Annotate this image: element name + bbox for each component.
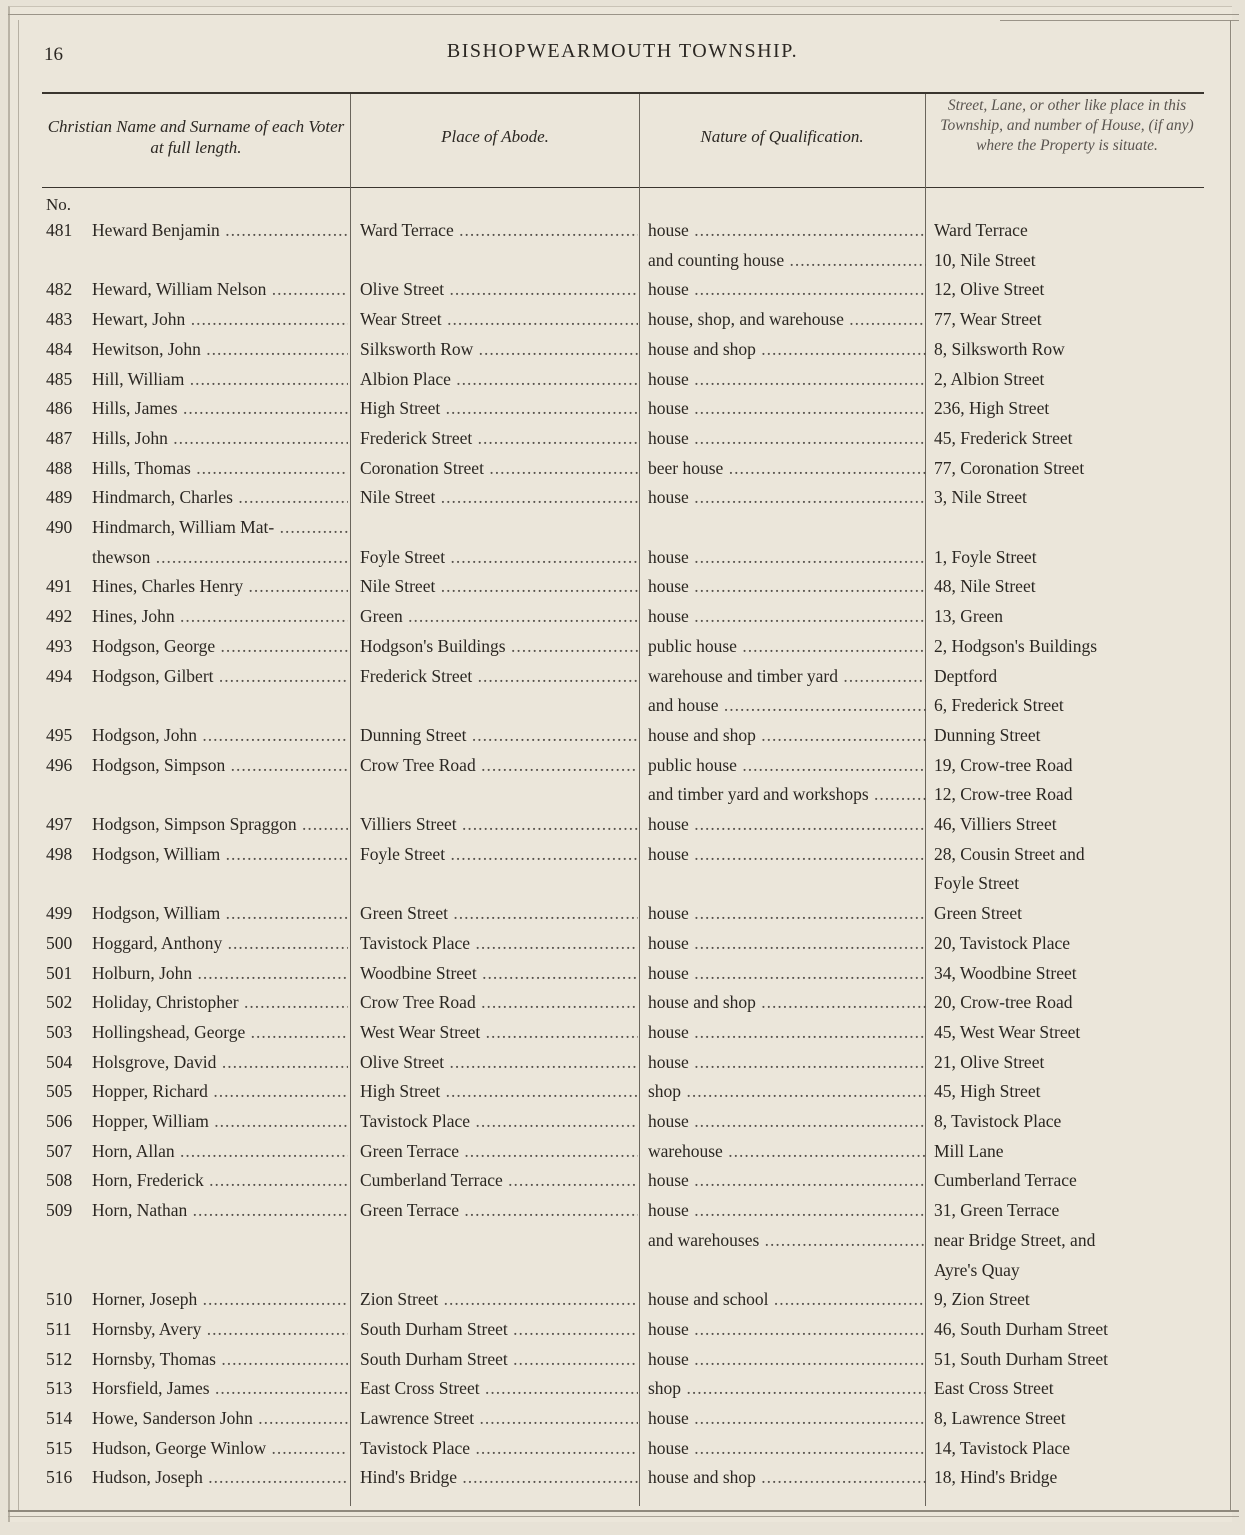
voter-name: Hodgson, William ..... xyxy=(92,903,348,924)
header-bottom-rule xyxy=(42,187,1204,188)
voter-number: 492 xyxy=(46,606,73,627)
voter-name: Horner, Joseph ..... xyxy=(92,1289,348,1310)
table-row xyxy=(0,1349,1245,1379)
voter-number: 498 xyxy=(46,843,73,864)
voter-number: 512 xyxy=(46,1348,73,1369)
voter-name: Hines, John ..... xyxy=(92,606,348,627)
voter-name: Horn, Nathan ..... xyxy=(92,1200,348,1221)
voter-name: Heward Benjamin ..... xyxy=(92,220,348,241)
place-of-abode: South Durham Street ..... xyxy=(360,1349,638,1370)
header-voter-name: Christian Name and Surname of each Voter at full length. xyxy=(47,117,345,157)
place-of-abode: Green Street ..... xyxy=(360,903,638,924)
place-of-abode: Nile Street ..... xyxy=(360,487,638,508)
nature-of-qualification: house and shop ..... xyxy=(648,1467,926,1488)
table-row xyxy=(0,458,1245,488)
voter-name: Hills, James ..... xyxy=(92,398,348,419)
nature-of-qualification: house ..... xyxy=(648,1170,926,1191)
property-location: 19, Crow-tree Road xyxy=(934,754,1073,775)
voter-number: 510 xyxy=(46,1289,73,1310)
voter-name: Holsgrove, David ..... xyxy=(92,1052,348,1073)
table-row xyxy=(0,309,1245,339)
property-location: Mill Lane xyxy=(934,1140,1004,1161)
nature-of-qualification: public house ..... xyxy=(648,636,926,657)
property-location: Foyle Street xyxy=(934,873,1020,894)
table-row xyxy=(0,1289,1245,1319)
place-of-abode: Tavistock Place ..... xyxy=(360,1438,638,1459)
voter-name: Hodgson, Simpson ..... xyxy=(92,755,348,776)
voter-number: 500 xyxy=(46,932,73,953)
table-row xyxy=(0,369,1245,399)
table-row xyxy=(0,873,1245,903)
nature-of-qualification: and house ..... xyxy=(648,695,926,716)
property-location: 18, Hind's Bridge xyxy=(934,1467,1058,1488)
place-of-abode: East Cross Street ..... xyxy=(360,1378,638,1399)
nature-of-qualification: and warehouses ..... xyxy=(648,1230,926,1251)
table-row xyxy=(0,220,1245,250)
place-of-abode: Albion Place ..... xyxy=(360,369,638,390)
voter-number: 514 xyxy=(46,1408,73,1428)
voter-name: Hudson, Joseph ..... xyxy=(92,1467,348,1488)
table-row xyxy=(0,725,1245,755)
nature-of-qualification: house and shop ..... xyxy=(648,992,926,1013)
voter-name: Hornsby, Avery ..... xyxy=(92,1319,348,1340)
table-row xyxy=(0,279,1245,309)
nature-of-qualification: house ..... xyxy=(648,1022,926,1043)
top-rule-secondary xyxy=(1000,20,1239,21)
nature-of-qualification: house ..... xyxy=(648,1349,926,1370)
voter-name: Hill, William ..... xyxy=(92,369,348,390)
property-location: 34, Woodbine Street xyxy=(934,962,1077,983)
property-location: 14, Tavistock Place xyxy=(934,1437,1070,1458)
voter-name: Heward, William Nelson ..... xyxy=(92,279,348,300)
property-location: 236, High Street xyxy=(934,398,1050,419)
voter-name: Hodgson, Simpson Spraggon ..... xyxy=(92,814,348,835)
table-row xyxy=(0,1260,1245,1290)
property-location: near Bridge Street, and xyxy=(934,1229,1096,1250)
voter-number: 496 xyxy=(46,754,73,775)
table-row xyxy=(0,1081,1245,1111)
table-row xyxy=(0,487,1245,517)
table-row xyxy=(0,428,1245,458)
place-of-abode: Tavistock Place ..... xyxy=(360,933,638,954)
nature-of-qualification: house ..... xyxy=(648,279,926,300)
table-row xyxy=(0,784,1245,814)
nature-of-qualification: shop ..... xyxy=(648,1378,926,1399)
property-location: 46, South Durham Street xyxy=(934,1318,1109,1339)
nature-of-qualification: house ..... xyxy=(648,933,926,954)
table-row xyxy=(0,1111,1245,1141)
property-location: 21, Olive Street xyxy=(934,1051,1045,1072)
place-of-abode: Crow Tree Road ..... xyxy=(360,755,638,776)
place-of-abode: High Street ..... xyxy=(360,1081,638,1102)
property-location: 3, Nile Street xyxy=(934,487,1027,508)
table-row xyxy=(0,1022,1245,1052)
voter-number: 487 xyxy=(46,427,73,448)
voter-number: 490 xyxy=(46,517,73,537)
nature-of-qualification: house ..... xyxy=(648,547,926,568)
property-location: 9, Zion Street xyxy=(934,1289,1030,1310)
table-row xyxy=(0,695,1245,725)
voter-name: Horn, Frederick ..... xyxy=(92,1170,348,1191)
place-of-abode: Dunning Street ..... xyxy=(360,725,638,746)
nature-of-qualification: house, shop, and warehouse ..... xyxy=(648,309,926,330)
voter-name: Hines, Charles Henry ..... xyxy=(92,576,348,597)
voter-name: Hills, John ..... xyxy=(92,428,348,449)
nature-of-qualification: house ..... xyxy=(648,903,926,924)
table-row xyxy=(0,844,1245,874)
table-row xyxy=(0,903,1245,933)
header-place-of-abode: Place of Abode. xyxy=(441,127,549,146)
place-of-abode: Nile Street ..... xyxy=(360,576,638,597)
voter-name: Hudson, George Winlow ..... xyxy=(92,1438,348,1459)
place-of-abode: Green ..... xyxy=(360,606,638,627)
table-row xyxy=(0,576,1245,606)
place-of-abode: Frederick Street ..... xyxy=(360,666,638,687)
voter-name: Hewitson, John ..... xyxy=(92,339,348,360)
property-location: 2, Hodgson's Buildings xyxy=(934,635,1098,656)
property-location: Ayre's Quay xyxy=(934,1259,1020,1280)
page-title: BISHOPWEARMOUTH TOWNSHIP. xyxy=(446,40,799,62)
place-of-abode: Coronation Street ..... xyxy=(360,458,638,479)
bottom-rule-secondary xyxy=(8,1516,1239,1517)
place-of-abode: Frederick Street ..... xyxy=(360,428,638,449)
place-of-abode: Cumberland Terrace ..... xyxy=(360,1170,638,1191)
voter-name: Hills, Thomas ..... xyxy=(92,458,348,479)
voter-number: 502 xyxy=(46,992,73,1013)
table-row xyxy=(0,1408,1245,1438)
nature-of-qualification: house ..... xyxy=(648,398,926,419)
nature-of-qualification: house ..... xyxy=(648,1438,926,1459)
voter-number: 491 xyxy=(46,576,73,597)
nature-of-qualification: house ..... xyxy=(648,1408,926,1429)
property-location: 77, Wear Street xyxy=(934,309,1042,330)
place-of-abode: Woodbine Street ..... xyxy=(360,963,638,984)
nature-of-qualification: and counting house ..... xyxy=(648,250,926,271)
table-row xyxy=(0,1170,1245,1200)
table-row xyxy=(0,992,1245,1022)
nature-of-qualification: house ..... xyxy=(648,576,926,597)
voter-name: Horsfield, James ..... xyxy=(92,1378,348,1399)
top-rule xyxy=(8,14,1239,15)
voter-number: 508 xyxy=(46,1170,73,1191)
property-location: 8, Lawrence Street xyxy=(934,1408,1066,1428)
voter-number: 489 xyxy=(46,487,73,508)
nature-of-qualification: house ..... xyxy=(648,1052,926,1073)
property-location: Cumberland Terrace xyxy=(934,1170,1077,1191)
voter-name: Hodgson, William ..... xyxy=(92,844,348,865)
place-of-abode: Villiers Street ..... xyxy=(360,814,638,835)
property-location: Deptford xyxy=(934,665,998,686)
property-location: 48, Nile Street xyxy=(934,576,1036,597)
voter-name: Hopper, William ..... xyxy=(92,1111,348,1132)
place-of-abode: Hind's Bridge ..... xyxy=(360,1467,638,1488)
nature-of-qualification: house ..... xyxy=(648,1111,926,1132)
voter-name: Hornsby, Thomas ..... xyxy=(92,1349,348,1370)
voter-number: 501 xyxy=(46,962,73,983)
property-location: 1, Foyle Street xyxy=(934,546,1037,567)
table-row xyxy=(0,606,1245,636)
nature-of-qualification: shop ..... xyxy=(648,1081,926,1102)
table-row xyxy=(0,636,1245,666)
voter-name: Hollingshead, George ..... xyxy=(92,1022,348,1043)
property-location: 8, Tavistock Place xyxy=(934,1111,1062,1131)
place-of-abode: Lawrence Street ..... xyxy=(360,1408,638,1429)
nature-of-qualification: house ..... xyxy=(648,606,926,627)
voter-number: 483 xyxy=(46,309,73,330)
place-of-abode: High Street ..... xyxy=(360,398,638,419)
header-property-location: Street, Lane, or other like place in this Township, and number of House, (if any) where the Property is situate. xyxy=(940,97,1194,154)
table-row xyxy=(0,755,1245,785)
property-location: 45, West Wear Street xyxy=(934,1021,1081,1042)
voter-name: Horn, Allan ..... xyxy=(92,1141,348,1162)
nature-of-qualification: beer house ..... xyxy=(648,458,926,479)
nature-of-qualification: house ..... xyxy=(648,487,926,508)
voter-number: 485 xyxy=(46,368,73,389)
voter-name: Howe, Sanderson John ..... xyxy=(92,1408,348,1429)
voter-number: 513 xyxy=(46,1378,73,1399)
place-of-abode: Tavistock Place ..... xyxy=(360,1111,638,1132)
voter-number: 481 xyxy=(46,220,73,240)
voter-number: 499 xyxy=(46,903,73,924)
nature-of-qualification: house ..... xyxy=(648,844,926,865)
voter-number: 511 xyxy=(46,1318,72,1339)
table-row xyxy=(0,1052,1245,1082)
property-location: East Cross Street xyxy=(934,1378,1054,1399)
voter-number: 488 xyxy=(46,457,73,478)
property-location: 46, Villiers Street xyxy=(934,814,1057,834)
property-location: 10, Nile Street xyxy=(934,249,1036,270)
property-location: 45, Frederick Street xyxy=(934,427,1073,448)
nature-of-qualification: house and shop ..... xyxy=(648,725,926,746)
voter-name: Holiday, Christopher ..... xyxy=(92,992,348,1013)
property-location: 31, Green Terrace xyxy=(934,1200,1060,1221)
voter-name: Hewart, John ..... xyxy=(92,309,348,330)
table-row xyxy=(0,1438,1245,1468)
voter-number: 506 xyxy=(46,1111,73,1131)
place-of-abode: Green Terrace ..... xyxy=(360,1200,638,1221)
place-of-abode: West Wear Street ..... xyxy=(360,1022,638,1043)
property-location: Ward Terrace xyxy=(934,220,1028,240)
voter-number: 509 xyxy=(46,1200,73,1221)
property-location: 77, Coronation Street xyxy=(934,457,1085,478)
place-of-abode: Ward Terrace ..... xyxy=(360,220,638,241)
voter-number: 497 xyxy=(46,814,73,834)
voter-number: 484 xyxy=(46,338,73,359)
table-row xyxy=(0,1141,1245,1171)
property-location: 20, Crow-tree Road xyxy=(934,992,1073,1013)
nature-of-qualification: and timber yard and workshops ..... xyxy=(648,784,926,805)
place-of-abode: South Durham Street ..... xyxy=(360,1319,638,1340)
table-row xyxy=(0,1230,1245,1260)
nature-of-qualification: house ..... xyxy=(648,428,926,449)
nature-of-qualification: house ..... xyxy=(648,369,926,390)
table-row xyxy=(0,1378,1245,1408)
property-location: 12, Crow-tree Road xyxy=(934,784,1073,805)
voter-name: Hopper, Richard ..... xyxy=(92,1081,348,1102)
header-nature-of-qualification: Nature of Qualification. xyxy=(700,127,864,146)
voter-name: Hodgson, George ..... xyxy=(92,636,348,657)
voter-number: 504 xyxy=(46,1051,73,1072)
voter-number: 505 xyxy=(46,1081,73,1102)
property-location: Green Street xyxy=(934,903,1022,924)
property-location: Dunning Street xyxy=(934,724,1041,745)
number-column-label: No. xyxy=(46,195,72,214)
nature-of-qualification: warehouse ..... xyxy=(648,1141,926,1162)
place-of-abode: Silksworth Row ..... xyxy=(360,339,638,360)
table-row xyxy=(0,547,1245,577)
table-row xyxy=(0,398,1245,428)
property-location: 12, Olive Street xyxy=(934,279,1045,300)
nature-of-qualification: house ..... xyxy=(648,1319,926,1340)
nature-of-qualification: house ..... xyxy=(648,220,926,241)
nature-of-qualification: house and school ..... xyxy=(648,1289,926,1310)
voter-name: Hodgson, Gilbert ..... xyxy=(92,666,348,687)
table-row xyxy=(0,1319,1245,1349)
page-number: 16 xyxy=(44,44,63,65)
place-of-abode: Crow Tree Road ..... xyxy=(360,992,638,1013)
place-of-abode: Olive Street ..... xyxy=(360,1052,638,1073)
nature-of-qualification: house ..... xyxy=(648,1200,926,1221)
voter-number: 503 xyxy=(46,1021,73,1042)
table-row xyxy=(0,517,1245,547)
property-location: 13, Green xyxy=(934,606,1004,627)
nature-of-qualification: warehouse and timber yard ..... xyxy=(648,666,926,687)
voter-name: thewson ..... xyxy=(92,547,348,568)
table-row xyxy=(0,666,1245,696)
header-top-rule xyxy=(42,92,1204,94)
voter-name: Hodgson, John ..... xyxy=(92,725,348,746)
place-of-abode: Foyle Street ..... xyxy=(360,844,638,865)
table-row xyxy=(0,963,1245,993)
place-of-abode: Wear Street ..... xyxy=(360,309,638,330)
voter-number: 486 xyxy=(46,398,73,419)
place-of-abode: Hodgson's Buildings ..... xyxy=(360,636,638,657)
property-location: 2, Albion Street xyxy=(934,368,1045,389)
voter-name: Hoggard, Anthony ..... xyxy=(92,933,348,954)
table-row xyxy=(0,250,1245,280)
voter-number: 482 xyxy=(46,279,73,300)
voter-name: Hindmarch, Charles ..... xyxy=(92,487,348,508)
place-of-abode: Olive Street ..... xyxy=(360,279,638,300)
voter-number: 495 xyxy=(46,724,73,745)
voter-number: 507 xyxy=(46,1140,73,1161)
voter-name: Holburn, John ..... xyxy=(92,963,348,984)
property-location: 51, South Durham Street xyxy=(934,1348,1109,1369)
nature-of-qualification: house and shop ..... xyxy=(648,339,926,360)
place-of-abode: Foyle Street ..... xyxy=(360,547,638,568)
table-row xyxy=(0,1467,1245,1497)
table-row xyxy=(0,933,1245,963)
place-of-abode: Green Terrace ..... xyxy=(360,1141,638,1162)
voter-number: 516 xyxy=(46,1467,73,1488)
voter-number: 494 xyxy=(46,665,73,686)
property-location: 45, High Street xyxy=(934,1081,1041,1102)
voter-number: 493 xyxy=(46,635,73,656)
voter-number: 515 xyxy=(46,1437,73,1458)
property-location: 8, Silksworth Row xyxy=(934,338,1065,359)
nature-of-qualification: house ..... xyxy=(648,814,926,835)
bottom-rule xyxy=(8,1510,1239,1512)
nature-of-qualification: house ..... xyxy=(648,963,926,984)
nature-of-qualification: public house ..... xyxy=(648,755,926,776)
property-location: 28, Cousin Street and xyxy=(934,843,1085,864)
property-location: 20, Tavistock Place xyxy=(934,932,1070,953)
property-location: 6, Frederick Street xyxy=(934,695,1064,716)
place-of-abode: Zion Street ..... xyxy=(360,1289,638,1310)
table-row xyxy=(0,814,1245,844)
table-row xyxy=(0,1200,1245,1230)
voter-name: Hindmarch, William Mat- ..... xyxy=(92,517,348,538)
table-row xyxy=(0,339,1245,369)
